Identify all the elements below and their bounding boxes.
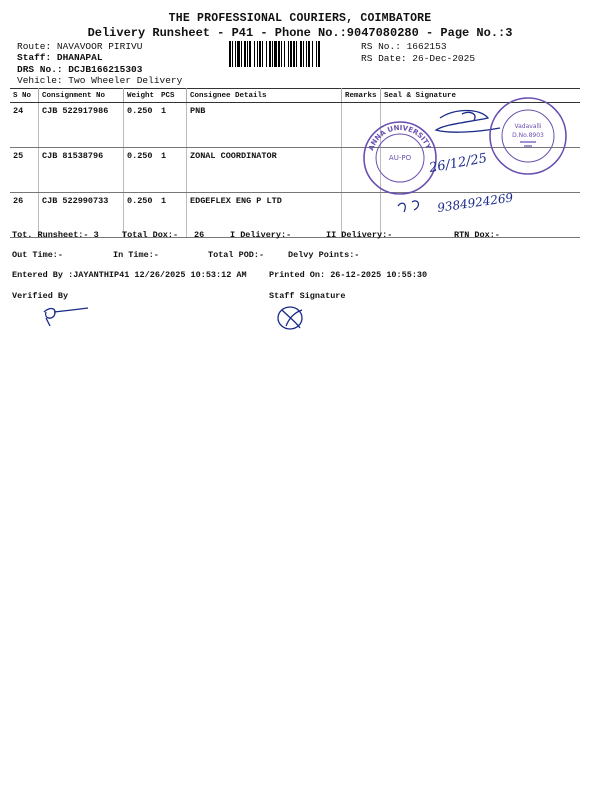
staff-signature-label: Staff Signature (269, 291, 346, 301)
cell-consignment: CJB 522990733 (39, 193, 124, 238)
col-header-remarks: Remarks (342, 89, 381, 103)
drs-number: DRS No.: DCJB166215303 (17, 64, 143, 75)
col-header-consignee: Consignee Details (187, 89, 342, 103)
cell-sno: 24 (10, 103, 39, 148)
rtn-dox: RTN Dox:- (454, 230, 500, 240)
university-stamp (364, 122, 436, 194)
col-header-weight: Weight (124, 89, 159, 103)
col-header-pcs: PCS (158, 89, 187, 103)
ii-delivery: II Delivery:- (326, 230, 393, 240)
col-header-consignment: Consignment No (39, 89, 124, 103)
total-pod: Total POD:- (208, 250, 265, 260)
total-dox-label: Total Dox:- (122, 230, 179, 240)
handwritten-date: 26/12/25 (428, 151, 489, 176)
staff-text: Staff: DHANAPAL (17, 52, 103, 63)
cell-consignment: CJB 81538796 (39, 148, 124, 193)
handwritten-phone: 9384924269 (436, 190, 515, 215)
cell-weight: 0.250 (124, 148, 159, 193)
out-time: Out Time:- (12, 250, 64, 260)
route-text: Route: NAVAVOOR PIRIVU (17, 41, 143, 52)
delvy-points: Delvy Points:- (288, 250, 360, 260)
svg-text:ANNA UNIVERSITY (367, 124, 433, 152)
bank-stamp-line2: D.No.8903 (512, 132, 544, 139)
cell-sno: 25 (10, 148, 39, 193)
cell-sno: 26 (10, 193, 39, 238)
verified-signature (44, 308, 88, 326)
cell-pcs: 1 (158, 103, 187, 148)
rs-date: RS Date: 26-Dec-2025 (361, 53, 476, 64)
printed-on: Printed On: 26-12-2025 10:55:30 (269, 270, 428, 280)
cell-consignee: PNB (187, 103, 342, 148)
cell-weight: 0.250 (124, 193, 159, 238)
total-dox-value: 26 (194, 230, 205, 240)
cell-weight: 0.250 (124, 103, 159, 148)
rs-number: RS No.: 1662153 (361, 41, 447, 52)
staff-signature (278, 307, 302, 329)
cell-consignee: ZONAL COORDINATOR (187, 148, 342, 193)
cell-pcs: 1 (158, 193, 187, 238)
bank-stamp (490, 98, 566, 174)
col-header-seal: Seal & Signature (381, 89, 581, 103)
cell-consignee: EDGEFLEX ENG P LTD (187, 193, 342, 238)
cell-pcs: 1 (158, 148, 187, 193)
university-stamp-ring: ANNA UNIVERSITY (367, 123, 433, 152)
cell-consignment: CJB 522917986 (39, 103, 124, 148)
i-delivery: I Delivery:- (230, 230, 292, 240)
in-time: In Time:- (113, 250, 159, 260)
vehicle-text: Vehicle: Two Wheeler Delivery (17, 75, 183, 86)
tot-runsheet: Tot. Runsheet:- 3 (12, 230, 99, 240)
university-stamp-center: AU-PO (388, 154, 412, 162)
entered-by: Entered By :JAYANTHIP41 12/26/2025 10:53:12 AM (12, 270, 247, 280)
document-title: THE PROFESSIONAL COURIERS, COIMBATORE (168, 12, 432, 25)
col-header-sno: S No (10, 89, 39, 103)
verified-by-label: Verified By (12, 291, 69, 301)
bank-stamp-line1: Vadavalli (514, 123, 542, 130)
document-subtitle: Delivery Runsheet - P41 - Phone No.:9047080280 - Page No.:3 (87, 26, 513, 40)
